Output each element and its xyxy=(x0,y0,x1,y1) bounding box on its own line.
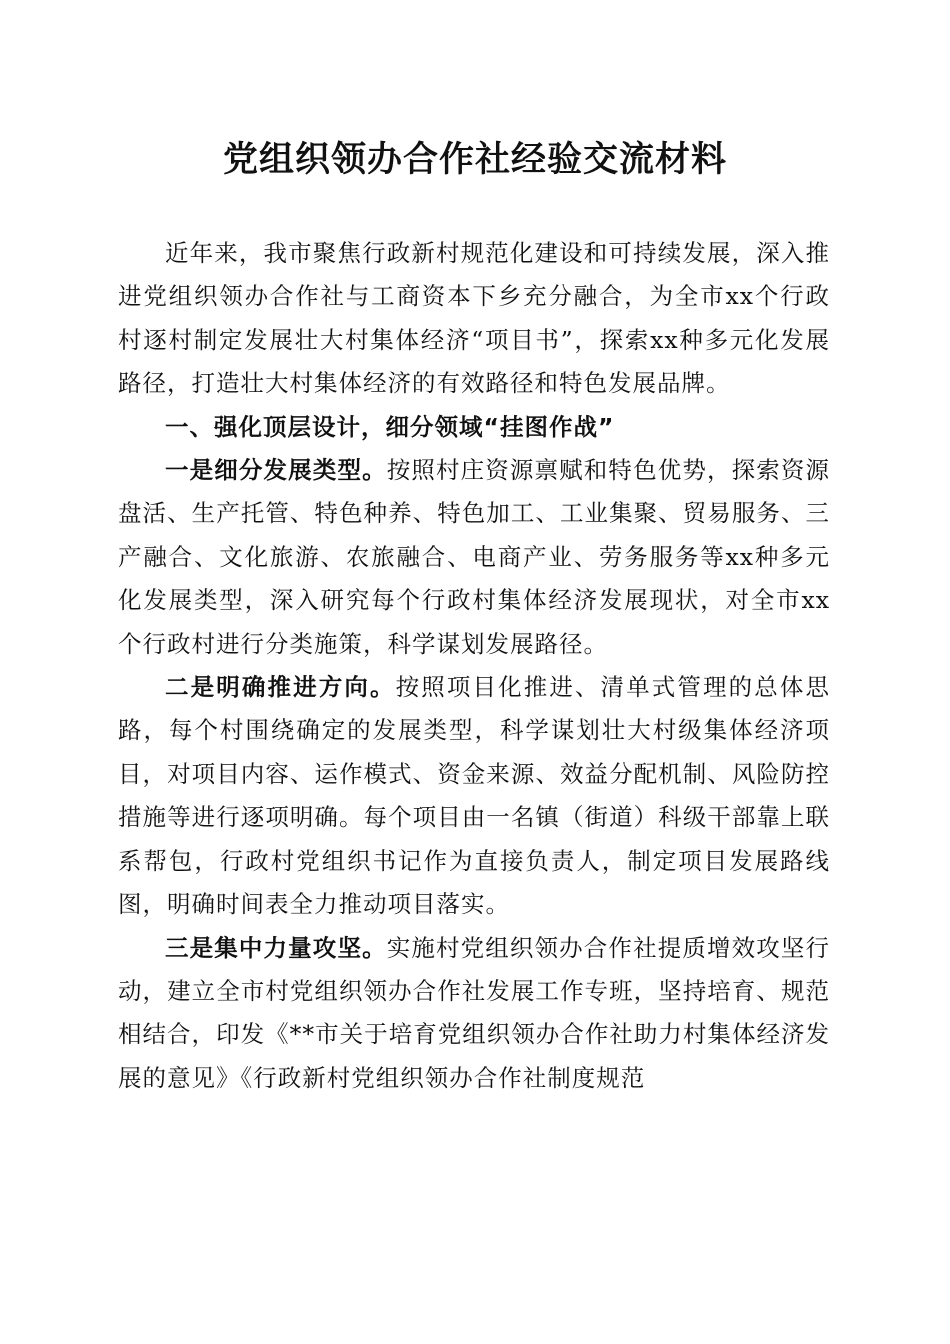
document-title: 党组织领办合作社经验交流材料 xyxy=(222,139,727,180)
paragraph-2-lead: 二是明确推进方向。 xyxy=(165,673,396,702)
paragraph-1 xyxy=(118,449,830,666)
paragraph-1-lead: 一是细分发展类型。 xyxy=(165,456,387,485)
paragraph-3 xyxy=(118,927,830,1101)
section-heading: 一、强化顶层设计，细分领域“挂图作战” xyxy=(165,412,615,441)
paragraph-3-lead: 三是集中力量攻坚。 xyxy=(165,933,387,962)
paragraph-1-body: 按照村庄资源禀赋和特色优势，探索资源盘活、生产托管、特色种养、特色加工、工业集聚、贸易服务、三产融合、文化旅游、农旅融合、电商产业、劳务服务等xx种多元化发展类型，深入研究每个行政村集体经济发展现状，对全市xx个行政村进行分类施策，科学谋划发展路径。 xyxy=(118,456,831,658)
paragraph-2 xyxy=(118,666,830,926)
paragraph-3-body: 实施村党组织领办合作社提质增效攻坚行动，建立全市村党组织领办合作社发展工作专班，坚持培育、规范相结合，印发《**市关于培育党组织领办合作社助力村集体经济发展的意见》《行政新村党组织领办合作社制度规范 xyxy=(118,933,831,1092)
document-body xyxy=(118,232,830,1100)
paragraph-2-body: 按照项目化推进、清单式管理的总体思路，每个村围绕确定的发展类型，科学谋划壮大村级集体经济项目，对项目内容、运作模式、资金来源、效益分配机制、风险防控措施等进行逐项明确。每个项目由一名镇（街道）科级干部靠上联系帮包，行政村党组织书记作为直接负责人，制定项目发展路线图，明确时间表全力推动项目落实。 xyxy=(118,673,831,919)
intro-paragraph: 近年来，我市聚焦行政新村规范化建设和可持续发展，深入推进党组织领办合作社与工商资本下乡充分融合，为全市xx个行政村逐村制定发展壮大村集体经济“项目书”，探索xx种多元化发展路径，打造壮大村集体经济的有效路径和特色发展品牌。 xyxy=(118,239,830,398)
